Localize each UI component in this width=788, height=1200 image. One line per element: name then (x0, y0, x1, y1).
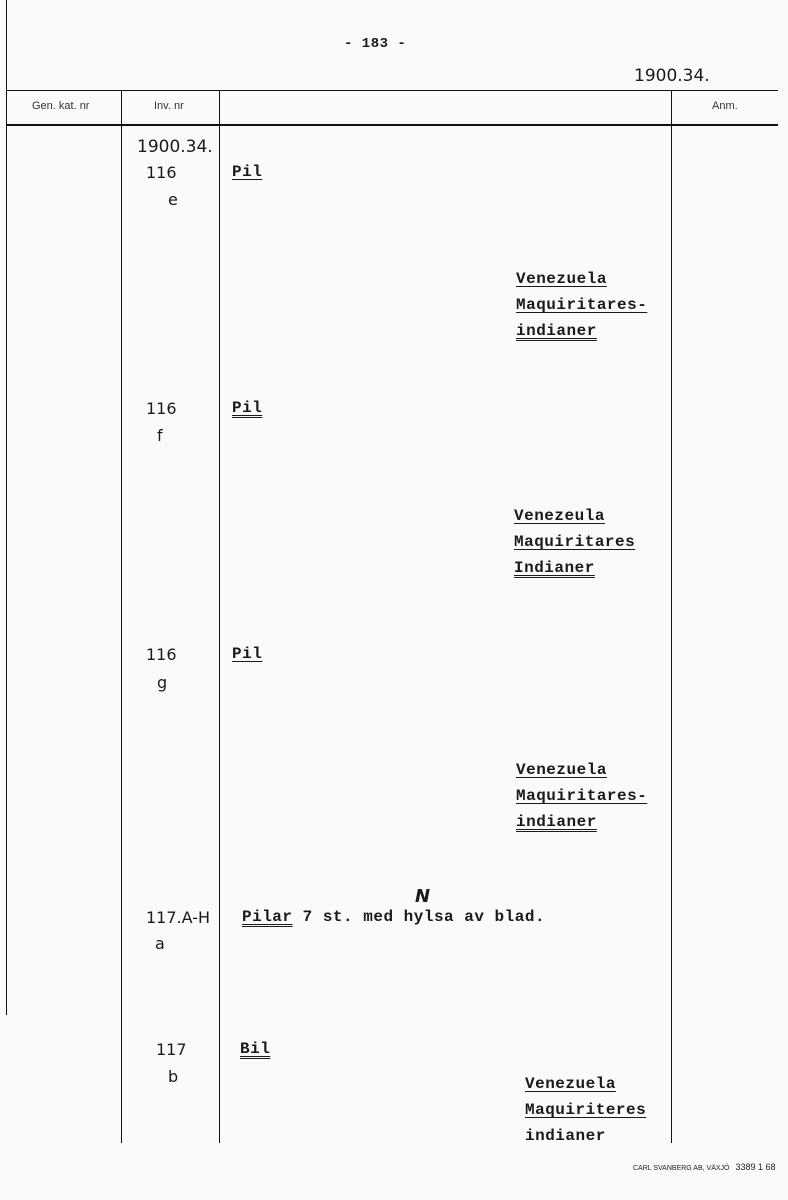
object-name: Pilar (242, 908, 293, 926)
locality-people: Maquiriteres (525, 1101, 647, 1119)
locality-group: indianer (525, 1127, 606, 1145)
accession-header: 1900.34. (634, 66, 710, 86)
column-header-gen-kat: Gen. kat. nr (32, 100, 90, 112)
column-divider-desc-anm (671, 90, 672, 1143)
inv-number: 116 (146, 645, 177, 664)
locality-country: Venezuela (516, 270, 607, 288)
inv-number: 116 (146, 163, 177, 182)
locality (525, 1071, 646, 1149)
inv-suffix: g (157, 673, 168, 692)
inv-suffix: f (157, 426, 163, 445)
locality-group: indianer (516, 813, 597, 831)
object-name: Pil (232, 399, 263, 417)
inv-suffix: a (155, 934, 165, 953)
printer-name: CARL SVANBERG AB, VÄXJÖ (633, 1165, 730, 1172)
locality-country: Venezeula (514, 507, 605, 525)
column-header-inv: Inv. nr (154, 100, 184, 112)
locality-group: Indianer (514, 559, 595, 577)
column-divider-gen-inv (121, 90, 122, 1143)
handwritten-correction-mark: N (415, 886, 431, 907)
form-number: 3389 1 68 (735, 1162, 776, 1172)
locality-country: Venezuela (516, 761, 607, 779)
object-name: Pil (232, 163, 263, 181)
page-number: - 183 - (344, 36, 407, 52)
locality-people: Maquiritares- (516, 296, 648, 314)
locality-group: indianer (516, 322, 597, 340)
locality-people: Maquiritares- (516, 787, 648, 805)
inv-suffix: e (168, 190, 178, 209)
inv-number: 117.A-H (146, 908, 211, 927)
locality-people: Maquiritares (514, 533, 636, 551)
column-divider-inv-desc (219, 90, 220, 1143)
column-header-anm: Anm. (712, 100, 738, 112)
object-line (242, 908, 545, 926)
object-name: Bil (240, 1040, 271, 1058)
locality-country: Venezuela (525, 1075, 616, 1093)
inv-number: 116 (146, 399, 177, 418)
left-margin-line (6, 0, 7, 1015)
object-name: Pil (232, 645, 263, 663)
inv-suffix: b (168, 1067, 179, 1086)
inv-prefix: 1900.34. (137, 137, 213, 157)
locality (516, 266, 647, 344)
printer-imprint (633, 1162, 775, 1172)
object-description: 7 st. med hylsa av blad. (302, 908, 546, 926)
inv-number: 117 (156, 1040, 187, 1059)
locality (514, 503, 635, 581)
locality (516, 757, 647, 835)
